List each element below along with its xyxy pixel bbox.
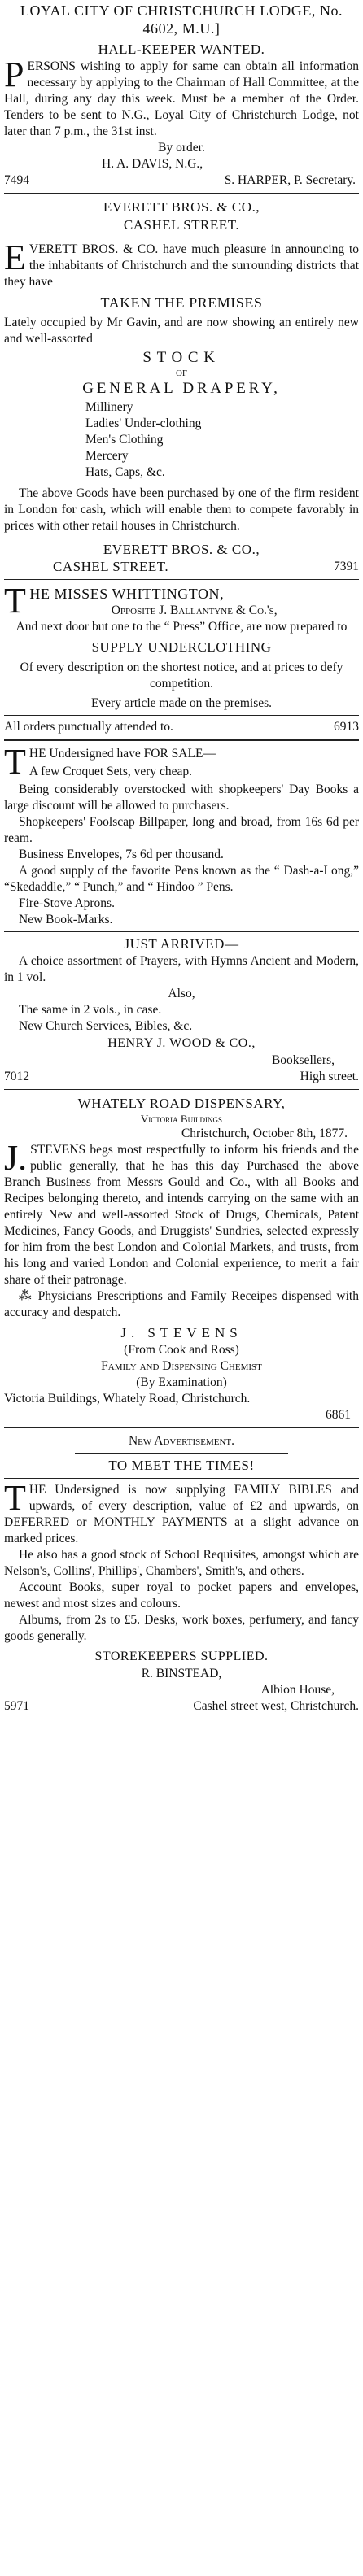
wood-prayers: A choice assortment of Prayers, with Hymns Ancient and Modern, in 1 vol. — [4, 954, 359, 984]
everett-footer-title: EVERETT BROS. & CO., — [103, 542, 260, 557]
wood-envelopes: Business Envelopes, 7s 6d per thousand. — [19, 848, 224, 861]
binstead-title: TO MEET THE TIMES! — [108, 1458, 255, 1473]
whittington-opposite: Opposite J. Ballantyne & Co.'s, — [111, 604, 278, 617]
everett-lately: Lately occupied by Mr Gavin, and are now showing an entirely new and well-assorted — [4, 316, 359, 346]
everett-drapery: GENERAL DRAPERY, — [82, 380, 281, 397]
wood-church: New Church Services, Bibles, &c. — [19, 1019, 193, 1033]
binstead-advertisement — [4, 1433, 359, 1715]
stevens-note: ⁂ Physicians Prescriptions and Family Receipes dispensed with accuracy and despatch. — [4, 1289, 359, 1319]
stevens-exam: (By Examination) — [136, 1375, 227, 1389]
wood-bookmarks: New Book-Marks. — [19, 913, 113, 926]
everett-taken-premises: TAKEN THE PREMISES — [100, 294, 263, 311]
lodge-heading: HALL-KEEPER WANTED. — [98, 41, 265, 57]
wood-name: HENRY J. WOOD & CO., — [107, 1036, 256, 1050]
everett-item: Men's Clothing — [85, 433, 164, 447]
wood-foolscap: Shopkeepers' Foolscap Billpaper, long and broad, from 16s 6d per ream. — [4, 815, 359, 845]
binstead-house: Albion House, — [260, 1683, 335, 1697]
stevens-title: WHATELY ROAD DISPENSARY, — [77, 1096, 286, 1111]
binstead-body: THE Undersigned is now supplying FAMILY BIBLES and upwards, of every description, value of £2 and upwards, on DEFERRED or MONTHLY PAYMENTS at a slight advance on marked prices. — [4, 1478, 359, 1545]
binstead-name: R. BINSTEAD, — [141, 1667, 222, 1680]
whittington-advertisement — [4, 581, 359, 735]
divider — [4, 739, 359, 741]
lodge-signature-1: H. A. DAVIS, N.G., — [102, 157, 203, 171]
wood-overstocked: Being considerably overstocked with shopkeepers' Day Books a large discount will be allowed to purchasers. — [4, 782, 359, 813]
binstead-store: STOREKEEPERS SUPPLIED. — [94, 1650, 269, 1663]
binstead-footer-row — [4, 1698, 359, 1715]
divider — [75, 1453, 288, 1454]
everett-item: Ladies' Under-clothing — [85, 416, 202, 430]
lodge-by-order: By order. — [158, 141, 205, 155]
stevens-advertisement — [4, 1095, 359, 1423]
wood-intro: THE Undersigned have FOR SALE— — [4, 742, 216, 782]
everett-items — [4, 399, 359, 481]
lodge-signature-row — [4, 172, 359, 189]
binstead-school: He also has a good stock of School Requisites, amongst which are Nelson's, Collins', Phillips', Chambers', Smith's, and others. — [4, 1548, 359, 1578]
everett-purchase: The above Goods have been purchased by one of the firm resident in London for cash, which will enable them to compete favorably in prices with other retail houses in Christchurch. — [4, 486, 359, 533]
stevens-from: (From Cook and Ross) — [124, 1343, 239, 1357]
wood-also: Also, — [168, 987, 195, 1000]
lodge-title: LOYAL CITY OF CHRISTCHURCH LODGE, No. 4602, M.U.] — [20, 2, 343, 37]
wood-ref-number: 7012 — [4, 1070, 29, 1083]
everett-street: CASHEL STREET. — [123, 217, 240, 233]
everett-ref-number: 7391 — [334, 560, 359, 573]
divider — [4, 193, 359, 194]
everett-item: Mercery — [85, 449, 129, 463]
wood-fire: Fire-Stove Aprons. — [19, 896, 115, 910]
wood-footer-row — [4, 1069, 359, 1085]
divider — [4, 579, 359, 580]
whittington-orders: All orders punctually attended to. — [4, 720, 173, 734]
whittington-supply: SUPPLY UNDERCLOTHING — [91, 639, 272, 655]
divider — [4, 1427, 359, 1428]
whittington-title: THE MISSES WHITTINGTON, — [4, 581, 225, 621]
lodge-ref-number: 7494 — [4, 173, 29, 187]
wood-booksellers: Booksellers, — [271, 1053, 335, 1067]
divider — [4, 715, 359, 716]
stevens-ref-number: 6861 — [326, 1408, 351, 1422]
stevens-role: Family and Dispensing Chemist — [101, 1359, 262, 1373]
whittington-orders-row — [4, 719, 359, 735]
stevens-body: J.STEVENS begs most respectfully to inform his friends and the public generally, that he has this day Purchased the above Branch Business from Messrs Gould and Co., with all Books and Recipes belonging thereto, and intends carrying on the same with an entirely New and well-assorted Stock of Drugs, Chemicals, Patent Medicines, Fancy Goods, and Druggists' Sundries, selected expressly for him from the best London and Colonial Markets, and trusts, from his long and varied London and Colonial experience, to merit a fair share of their patronage. — [4, 1138, 359, 1287]
divider — [4, 1478, 359, 1479]
lodge-advertisement — [4, 2, 359, 189]
stevens-date: Christchurch, October 8th, 1877. — [181, 1127, 348, 1140]
everett-intro: EVERETT BROS. & CO. have much pleasure in announcing to the inhabitants of Christchurch and the surrounding districts that they have — [4, 238, 359, 289]
everett-item: Hats, Caps, &c. — [85, 465, 165, 479]
everett-of: OF — [175, 368, 188, 378]
binstead-albums: Albums, from 2s to £5. Desks, work boxes, perfumery, and fancy goods generally. — [4, 1613, 359, 1643]
lodge-body: PERSONS wishing to apply for same can obtain all information necessary by applying to the Chairman of Hall Committee, at the Hall, during any day this week. Must be a member of the Order. Tenders to be sent to N.G., Loyal City of Christchurch Lodge, not later than 7 p.m., the 31st inst. — [4, 54, 359, 138]
binstead-new-ad: New Advertisement. — [128, 1434, 235, 1448]
stevens-address: Victoria Buildings, Whately Road, Christchurch. — [4, 1392, 251, 1406]
everett-stock: STOCK — [142, 349, 221, 366]
binstead-street: Cashel street west, Christchurch. — [193, 1699, 359, 1713]
everett-footer-row — [4, 559, 359, 575]
wood-just-arrived: JUST ARRIVED— — [124, 936, 239, 952]
stevens-name: J. STEVENS — [120, 1325, 243, 1340]
whittington-next-door: And next door but one to the “ Press” Office, are now prepared to — [15, 620, 348, 634]
wood-croquet: A few Croquet Sets, very cheap. — [28, 765, 193, 778]
whittington-desc: Of every description on the shortest notice, and at prices to defy competition. — [20, 660, 343, 691]
everett-footer-street: CASHEL STREET. — [53, 559, 169, 574]
binstead-account: Account Books, super royal to pocket papers and envelopes, newest and most sizes and colours. — [4, 1580, 359, 1611]
wood-street: High street. — [300, 1070, 359, 1083]
wood-same: The same in 2 vols., in case. — [19, 1003, 162, 1017]
wood-advertisement — [4, 742, 359, 1085]
everett-advertisement — [4, 198, 359, 575]
everett-item: Millinery — [85, 400, 133, 414]
whittington-every: Every article made on the premises. — [90, 696, 273, 710]
stevens-subtitle: Victoria Buildings — [140, 1113, 223, 1125]
divider — [4, 931, 359, 932]
lodge-signature-2: S. HARPER, P. Secretary. — [224, 173, 356, 187]
divider — [4, 1089, 359, 1090]
everett-title: EVERETT BROS. & CO., — [103, 199, 260, 215]
whittington-ref-number: 6913 — [334, 720, 359, 734]
binstead-ref-number: 5971 — [4, 1699, 29, 1713]
wood-pens: A good supply of the favorite Pens known as the “ Dash-a-Long,” “Skedaddle,” “ Punch,” and “ Hindoo ” Pens. — [4, 864, 359, 894]
